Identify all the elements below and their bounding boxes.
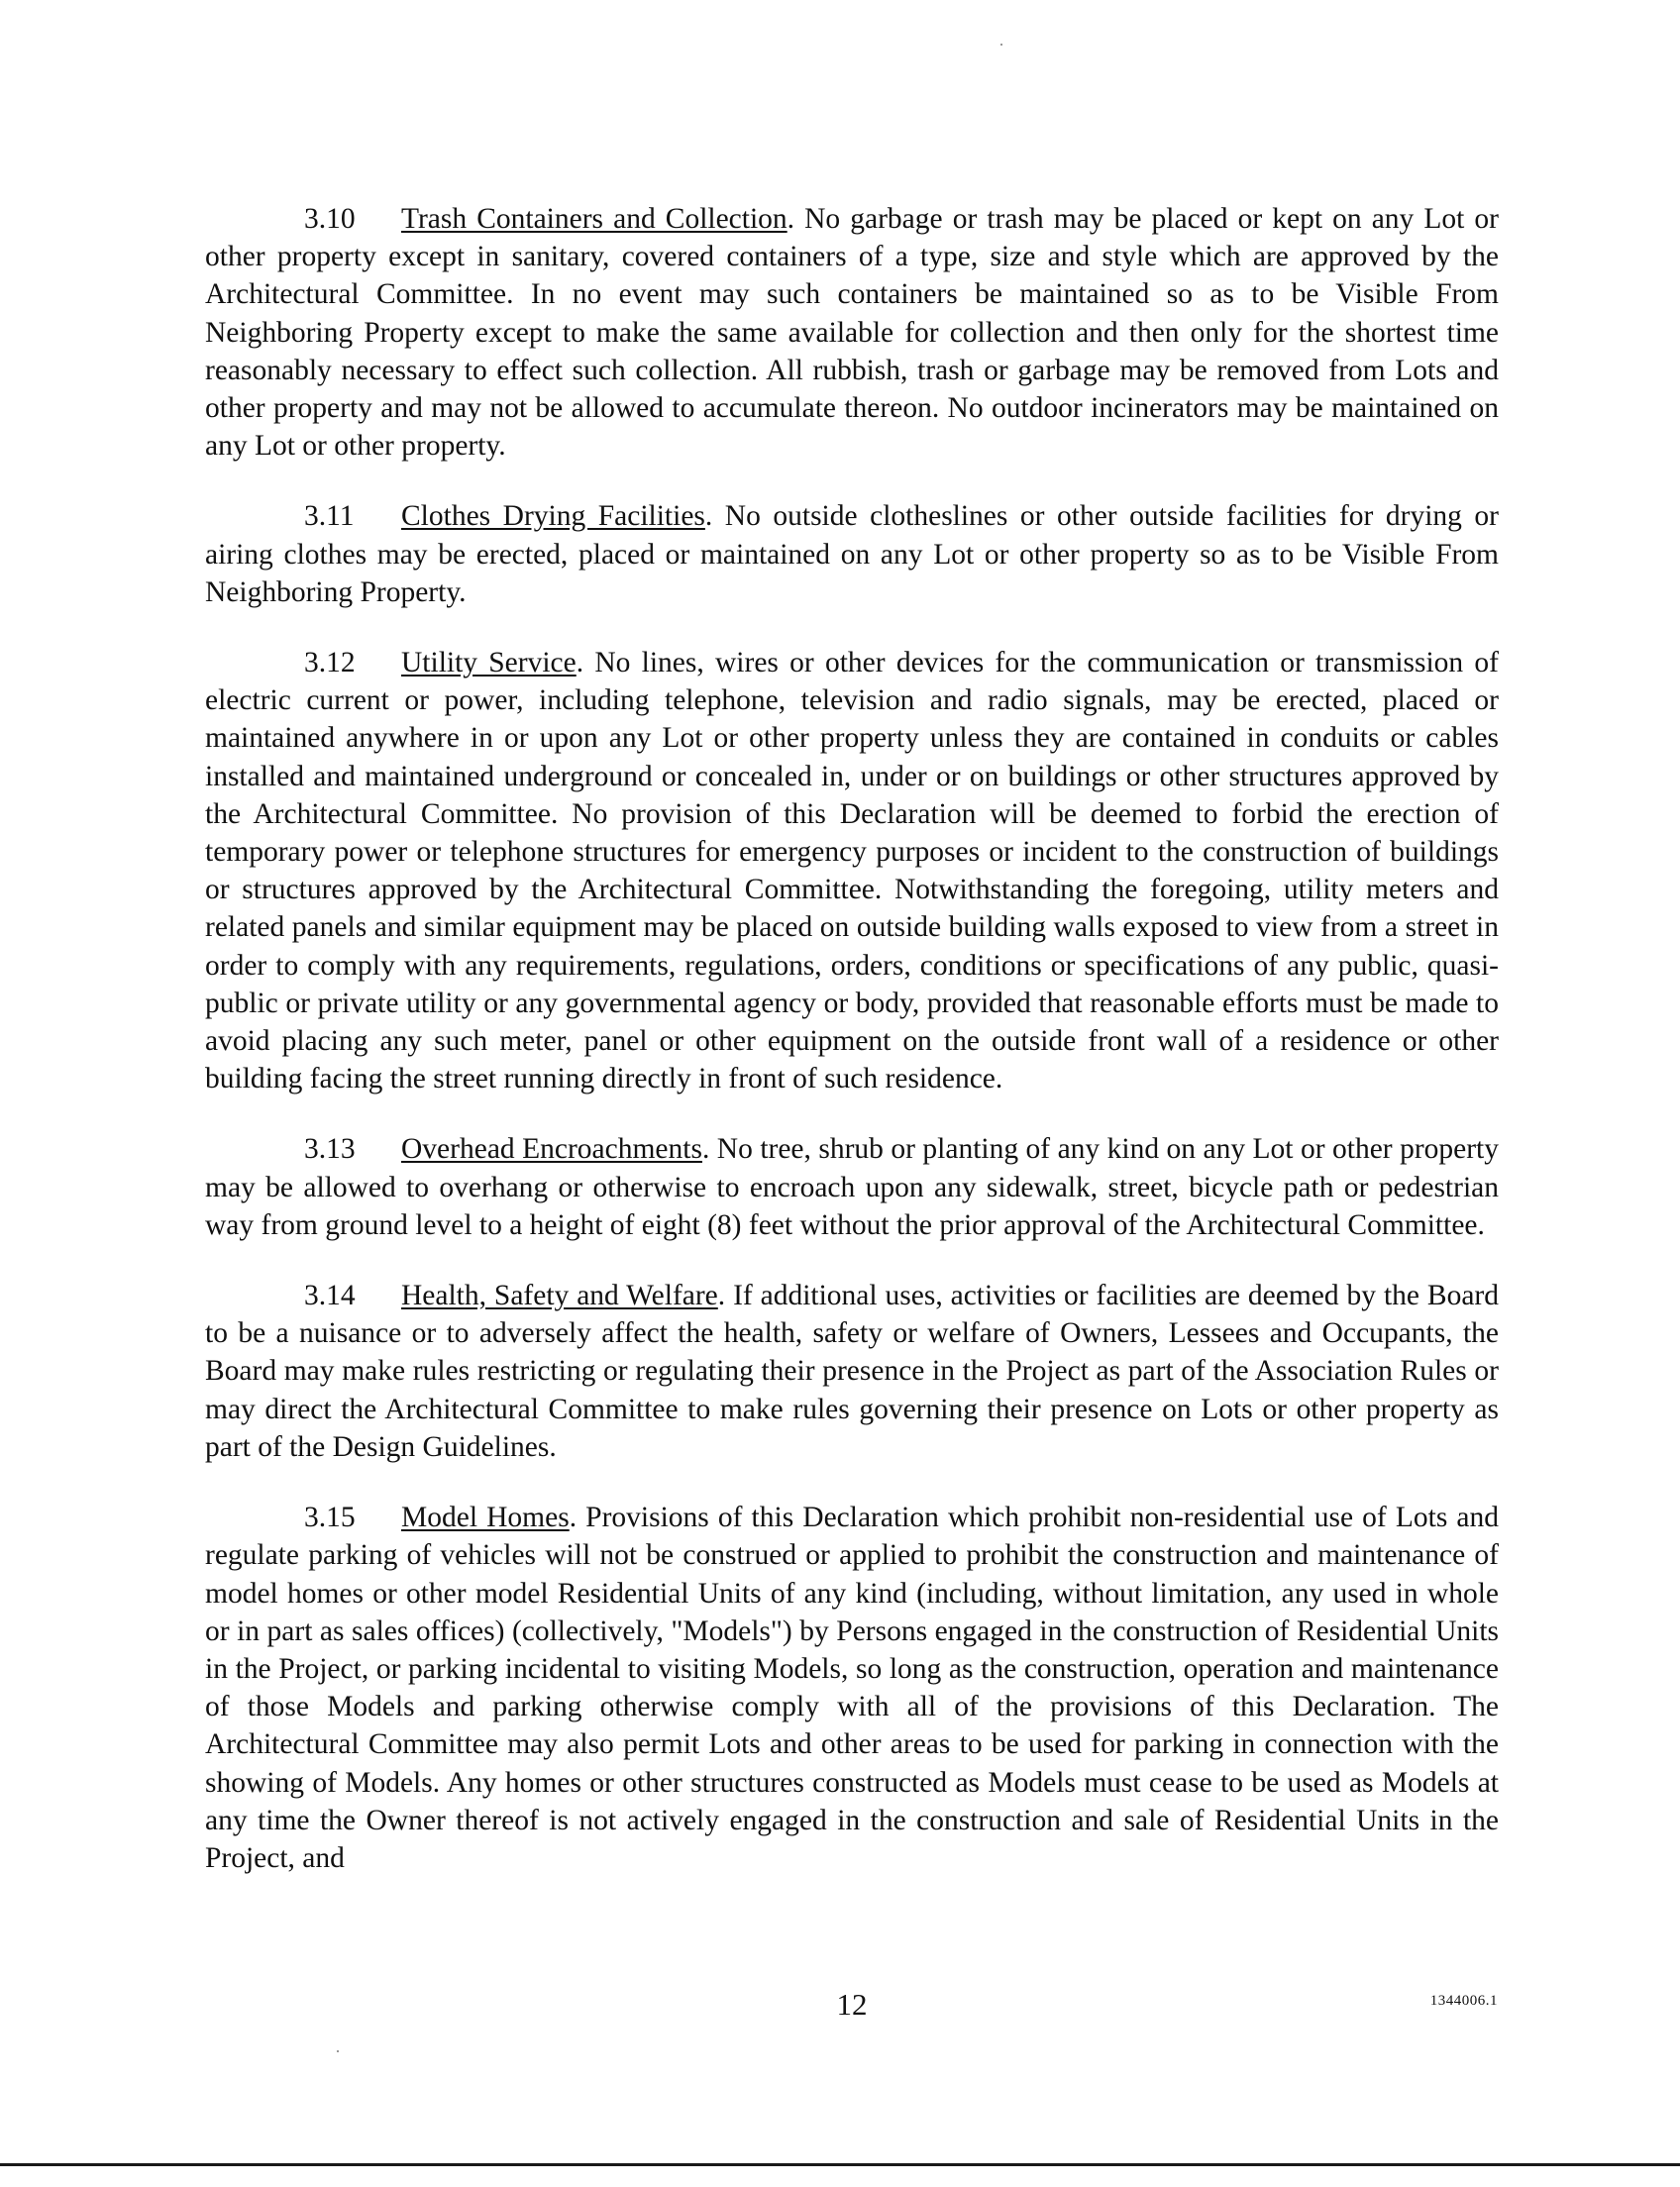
- section-number: 3.15: [304, 1502, 356, 1534]
- section-body: . Provisions of this Declaration which prohibit non-residential use of Lots and regulate parking of vehicles will not be construed or applied to prohibit the construction and maintenance of model homes or other model Residential Units of any kind (including, without limitation, any used in whole or in part as sales offices) (collectively, "Models") by Persons engaged in the construction of Residential Units in the Project, or parking incidental to visiting Models, so long as the construction, operation and maintenance of those Models and parking otherwise comply with all of the provisions of this Declaration. The Architectural Committee may also permit Lots and other areas to be used for parking in connection with the showing of Models. Any homes or other structures constructed as Models must cease to be used as Models at any time the Owner thereof is not actively engaged in the construction and sale of Residential Units in the Project, and: [205, 1502, 1499, 1874]
- page-number: 12: [836, 1987, 868, 2022]
- scan-speck: [337, 2050, 339, 2052]
- section-title: Utility Service: [401, 647, 577, 679]
- section-body: . If additional uses, activities or facilities are deemed by the Board to be a nuisance or to adversely affect the health, safety or welfare of Owners, Lessees and Occupants, the Board may make rules restricting or regulating their presence in the Project as part of the Association Rules or may direct the Architectural Committee to make rules governing their presence on Lots or other property as part of the Design Guidelines.: [205, 1280, 1499, 1463]
- section-title: Trash Containers and Collection: [401, 203, 788, 235]
- section-title: Overhead Encroachments: [401, 1133, 702, 1166]
- section-title: Clothes Drying Facilities: [401, 500, 705, 533]
- section-number: 3.13: [304, 1133, 356, 1166]
- section-number: 3.11: [304, 500, 355, 533]
- section-title: Health, Safety and Welfare: [401, 1280, 718, 1312]
- section-body: . No garbage or trash may be placed or kept on any Lot or other property except in sanitary, covered containers of a type, size and style which are approved by the Architectural Committee. In no event may such containers be maintained so as to be Visible From Neighboring Property except to make the same available for collection and then only for the shortest time reasonably necessary to effect such collection. All rubbish, trash or garbage may be removed from Lots and other property and may not be allowed to accumulate thereon. No outdoor incinerators may be maintained on any Lot or other property.: [205, 203, 1499, 463]
- section-3-11: [205, 497, 1499, 611]
- section-3-15: [205, 1499, 1499, 1877]
- section-body: . No outside clotheslines or other outside facilities for drying or airing clothes may be erected, placed or maintained on any Lot or other property so as to be Visible From Neighboring Property.: [205, 500, 1499, 608]
- section-3-12: [205, 644, 1499, 1097]
- section-3-10: [205, 200, 1499, 465]
- document-id: 1344006.1: [1429, 1993, 1498, 2009]
- section-3-14: [205, 1277, 1499, 1466]
- section-number: 3.14: [304, 1280, 356, 1312]
- section-title: Model Homes: [401, 1502, 570, 1534]
- section-body: . No tree, shrub or planting of any kind on any Lot or other property may be allowed to overhang or otherwise to encroach upon any sidewalk, street, bicycle path or pedestrian way from ground level to a height of eight (8) feet without the prior approval of the Architectural Committee.: [205, 1133, 1500, 1241]
- scan-speck: [1000, 44, 1002, 46]
- section-number: 3.10: [304, 203, 356, 235]
- section-body: . No lines, wires or other devices for the communication or transmission of electric current or power, including telephone, television and radio signals, may be erected, placed or maintained anywhere in or upon any Lot or other property unless they are contained in conduits or cables installed and maintained underground or concealed in, under or on buildings or other structures approved by the Architectural Committee. No provision of this Declaration will be deemed to forbid the erection of temporary power or telephone structures for emergency purposes or incident to the construction of buildings or structures approved by the Architectural Committee. Notwithstanding the foregoing, utility meters and related panels and similar equipment may be placed on outside building walls exposed to view from a street in order to comply with any requirements, regulations, orders, conditions or specifications of any public, quasi-public or private utility or any governmental agency or body, provided that reasonable efforts must be made to avoid placing any such meter, panel or other equipment on the outside front wall of a residence or other building facing the street running directly in front of such residence.: [205, 647, 1499, 1095]
- section-number: 3.12: [304, 647, 356, 679]
- document-body: [205, 200, 1499, 1910]
- section-3-13: [205, 1130, 1499, 1244]
- bottom-scan-edge: [0, 2163, 1680, 2166]
